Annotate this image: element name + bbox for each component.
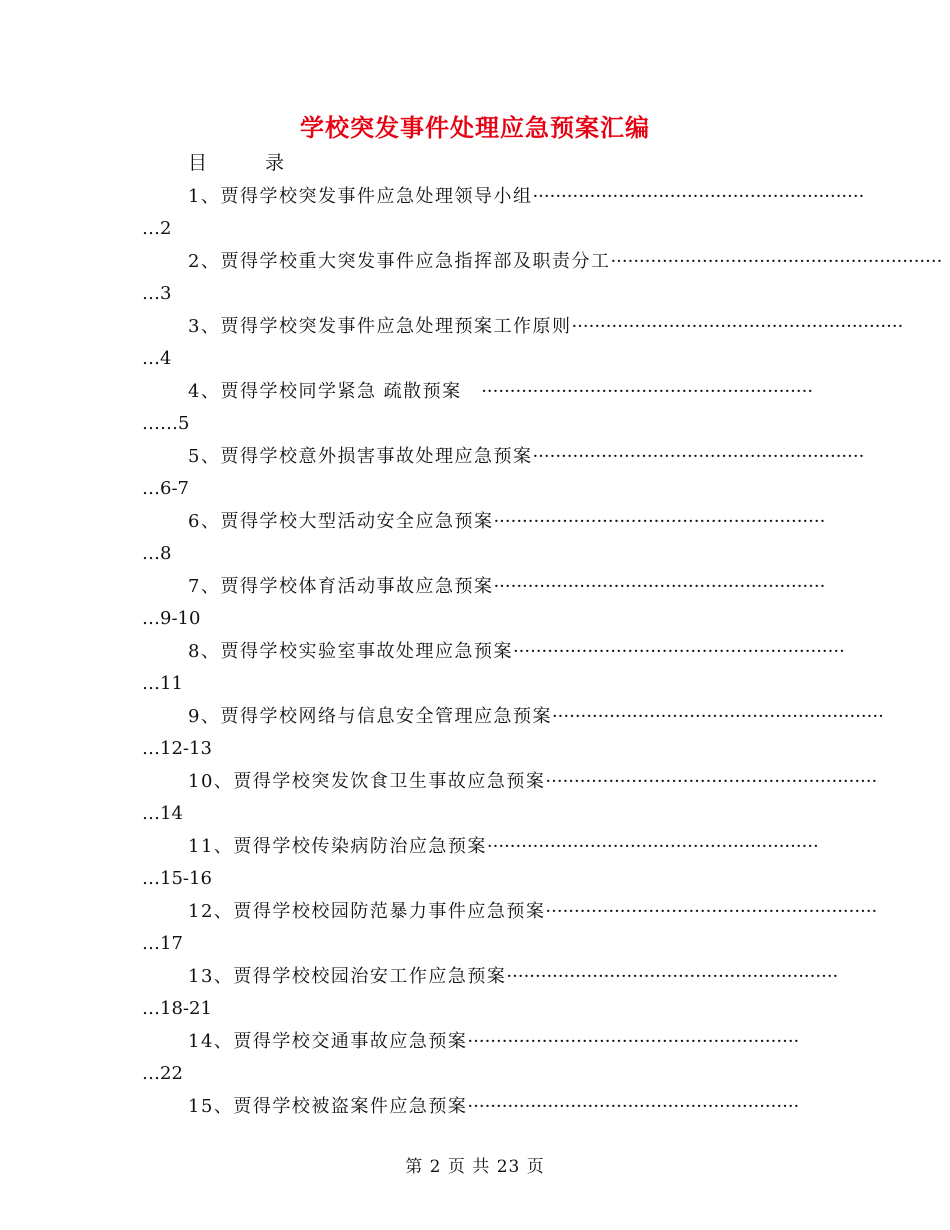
- toc-entry-text: 3、贾得学校突发事件应急处理预案工作原则: [188, 316, 572, 337]
- toc-entry-page: ……5: [142, 413, 190, 434]
- toc-entry-text: 8、贾得学校实验室事故处理应急预案: [188, 641, 513, 662]
- toc-entry-page: …17: [142, 933, 183, 954]
- toc-entry-page: …11: [142, 673, 183, 694]
- toc-entry-text: 14、贾得学校交通事故应急预案: [188, 1031, 468, 1052]
- toc-entry[interactable]: [142, 245, 943, 310]
- toc-leader-dots: ··························································: [467, 1031, 800, 1052]
- toc-entry-text: 10、贾得学校突发饮食卫生事故应急预案: [188, 771, 546, 792]
- toc-entry-text: 11、贾得学校传染病防治应急预案: [188, 836, 487, 857]
- toc-leader-dots: ··························································: [551, 706, 884, 727]
- toc-entry[interactable]: [142, 375, 814, 440]
- toc-entry-page: …15-16: [142, 868, 212, 889]
- toc-leader-dots: ··························································: [467, 1096, 800, 1117]
- toc-entry-page: …2: [142, 218, 172, 239]
- toc-entry-page: …8: [142, 543, 172, 564]
- page-footer: 第 2 页 共 23 页: [405, 1157, 545, 1177]
- toc-entry[interactable]: [142, 830, 819, 895]
- toc-heading-right: 录: [265, 152, 285, 174]
- toc-entry[interactable]: [142, 960, 839, 1025]
- toc-entry[interactable]: [142, 635, 845, 700]
- toc-leader-dots: ··························································: [532, 446, 865, 467]
- toc-entry[interactable]: [142, 765, 878, 830]
- toc-leader-dots: ··························································: [481, 381, 814, 402]
- toc-entry-text: 1、贾得学校突发事件应急处理领导小组: [188, 186, 533, 207]
- toc-entry-page: …18-21: [142, 998, 212, 1019]
- toc-entry[interactable]: [142, 570, 826, 635]
- toc-entry-text: 9、贾得学校网络与信息安全管理应急预案: [188, 706, 552, 727]
- toc-entry-text: 15、贾得学校被盗案件应急预案: [188, 1096, 468, 1117]
- toc-entry[interactable]: [142, 310, 904, 375]
- toc-entry-page: …4: [142, 348, 172, 369]
- document-title: 学校突发事件处理应急预案汇编: [300, 113, 650, 142]
- toc-entry-text: 6、贾得学校大型活动安全应急预案: [188, 511, 494, 532]
- toc-leader-dots: ··························································: [506, 966, 839, 987]
- toc-entry-page: …6-7: [142, 478, 189, 499]
- toc-leader-dots: ··························································: [545, 901, 878, 922]
- toc-entry[interactable]: [142, 895, 878, 960]
- toc-entry-text: 5、贾得学校意外损害事故处理应急预案: [188, 446, 533, 467]
- toc-entry-page: …22: [142, 1063, 183, 1084]
- toc-leader-dots: ··························································: [571, 316, 904, 337]
- toc-leader-dots: ··························································: [610, 251, 943, 272]
- toc-leader-dots: ··························································: [532, 186, 865, 207]
- toc-entry[interactable]: [142, 1090, 807, 1155]
- table-of-contents: [142, 180, 943, 1155]
- toc-leader-dots: ··························································: [493, 511, 826, 532]
- toc-entry-page: …14: [142, 803, 183, 824]
- toc-heading-left: 目: [188, 152, 208, 174]
- toc-entry[interactable]: [142, 1025, 807, 1090]
- toc-entry-text: 4、贾得学校同学紧急 疏散预案: [188, 381, 482, 402]
- toc-entry[interactable]: [142, 180, 865, 245]
- toc-leader-dots: ··························································: [493, 576, 826, 597]
- toc-entry-text: 2、贾得学校重大突发事件应急指挥部及职责分工: [188, 251, 611, 272]
- toc-entry[interactable]: [142, 505, 826, 570]
- toc-entry-page: …12-13: [142, 738, 212, 759]
- toc-entry-text: 12、贾得学校校园防范暴力事件应急预案: [188, 901, 546, 922]
- toc-leader-dots: ··························································: [486, 836, 819, 857]
- toc-entry-page: …3: [142, 283, 172, 304]
- toc-leader-dots: ··························································: [512, 641, 845, 662]
- toc-entry[interactable]: [142, 700, 884, 765]
- toc-entry-text: 13、贾得学校校园治安工作应急预案: [188, 966, 507, 987]
- toc-leader-dots: ··························································: [545, 771, 878, 792]
- toc-entry-text: 7、贾得学校体育活动事故应急预案: [188, 576, 494, 597]
- toc-heading: [188, 148, 284, 175]
- toc-entry[interactable]: [142, 440, 865, 505]
- toc-entry-page: …9-10: [142, 608, 201, 629]
